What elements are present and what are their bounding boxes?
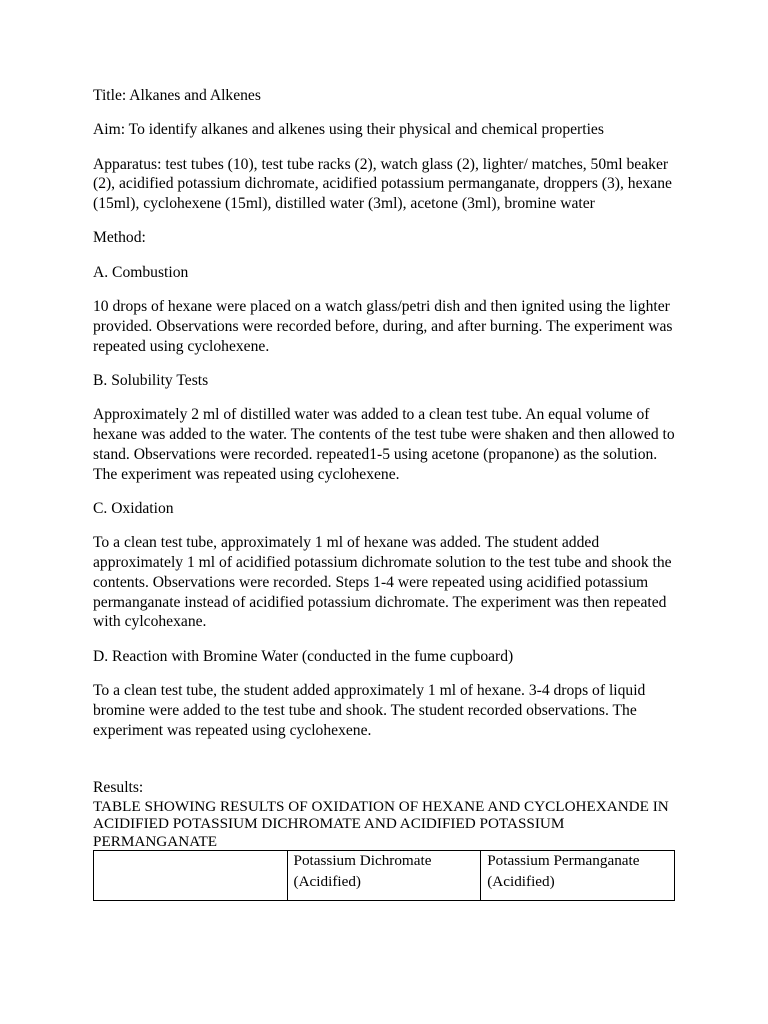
results-label: Results: — [93, 778, 144, 796]
section-body-bromine: To a clean test tube, the student added approximately 1 ml of hexane. 3-4 drops of liquid bromine were added to the test tube and shook. The student recorded observations. The experiment was repeated using cyclohexene. — [93, 682, 646, 739]
section-body-oxidation: To a clean test tube, approximately 1 ml of hexane was added. The student added approximately 1 ml of acidified potassium dichromate solution to the test tube and shook the contents. Observations were recorded. Steps 1-4 were repeated using acidified potassium permanganate instead of acidified potassium dichromate. The experiment was then repeated with cylcohexane. — [93, 534, 672, 631]
table-header-row — [94, 851, 675, 901]
table-title: TABLE SHOWING RESULTS OF OXIDATION OF HEXANE AND CYCLOHEXANDE IN ACIDIFIED POTASSIUM DICHROMATE AND ACIDIFIED POTASSIUM PERMANGANATE — [93, 797, 669, 850]
results-table — [93, 850, 675, 901]
table-header-cell-dichromate: Potassium Dichromate (Acidified) — [287, 851, 481, 901]
aim-paragraph: Aim: To identify alkanes and alkenes using their physical and chemical properties — [93, 121, 604, 139]
section-body-combustion: 10 drops of hexane were placed on a watch glass/petri dish and then ignited using the lighter provided. Observations were recorded before, during, and after burning. The experiment was repeated using cyclohexene. — [93, 298, 673, 355]
table-header-cell-permanganate: Potassium Permanganate (Acidified) — [481, 851, 675, 901]
section-heading-combustion: A. Combustion — [93, 263, 189, 281]
blank-line — [93, 755, 678, 778]
document-page — [93, 86, 678, 901]
method-heading: Method: — [93, 229, 146, 247]
section-body-solubility: Approximately 2 ml of distilled water was added to a clean test tube. An equal volume of hexane was added to the water. The contents of the test tube were shaken and then allowed to stand. Observations were recorded. repeated1-5 using acetone (propanone) as the solution. The experiment was repeated using cyclohexene. — [93, 406, 675, 483]
apparatus-paragraph: Apparatus: test tubes (10), test tube racks (2), watch glass (2), lighter/ matches, 50ml beaker (2), acidified potassium dichromate, acidified potassium permanganate, droppers (3), hexane (15ml), cyclohexene (15ml), distilled water (3ml), acetone (3ml), bromine water — [93, 155, 672, 213]
section-heading-solubility: B. Solubility Tests — [93, 371, 209, 389]
table-header-cell-empty — [94, 851, 288, 901]
section-heading-bromine: D. Reaction with Bromine Water (conducted in the fume cupboard) — [93, 647, 514, 665]
section-heading-oxidation: C. Oxidation — [93, 499, 174, 517]
document-title: Title: Alkanes and Alkenes — [93, 87, 261, 104]
